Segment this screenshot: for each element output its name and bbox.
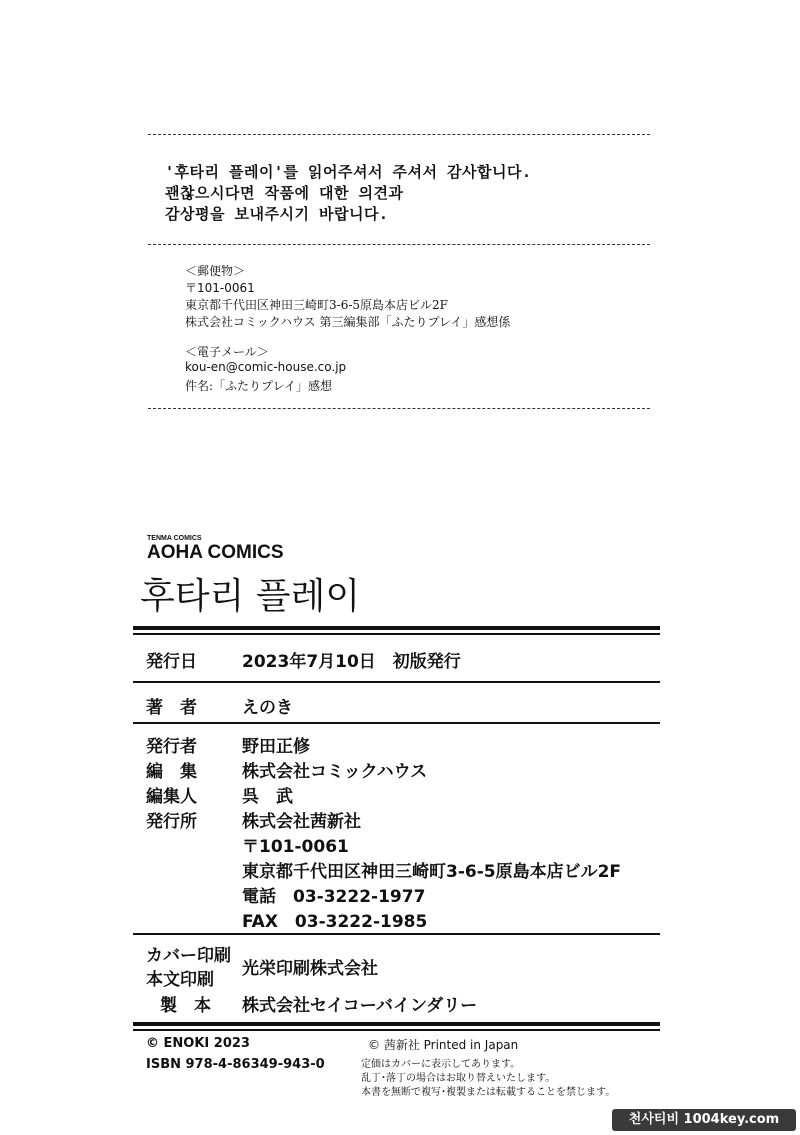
message-line-1: '후타리 플레이'를 읽어주셔서 주셔서 감사합니다. bbox=[165, 163, 532, 181]
print-value: 光栄印刷株式会社 bbox=[242, 959, 378, 979]
divider-top bbox=[148, 134, 650, 135]
colophon-rule-top-thin bbox=[133, 633, 660, 635]
editor-value: 呉 武 bbox=[242, 787, 293, 807]
author-label: 著 者 bbox=[146, 698, 197, 718]
edit-label: 編 集 bbox=[146, 762, 197, 782]
office-postal: 〒101-0061 bbox=[242, 837, 349, 857]
mail-address: 東京都千代田区神田三崎町3-6-5原島本店ビル2F bbox=[185, 298, 448, 312]
edit-value: 株式会社コミックハウス bbox=[242, 762, 428, 782]
email-address: kou-en@comic-house.co.jp bbox=[185, 360, 347, 374]
mail-heading: ＜郵便物＞ bbox=[185, 264, 246, 278]
colophon-rule-top bbox=[133, 626, 660, 630]
office-address: 東京都千代田区神田三崎町3-6-5原島本店ビル2F bbox=[242, 862, 622, 882]
copyright: © ENOKI 2023 bbox=[146, 1036, 250, 1051]
editor-label: 編集人 bbox=[146, 787, 197, 807]
date-value: 2023年7月10日 初版発行 bbox=[242, 652, 461, 672]
text-print-label: 本文印刷 bbox=[146, 970, 214, 990]
note-copyright: 本書を無断で複写･複製または転載することを禁じます。 bbox=[361, 1087, 616, 1098]
date-label: 発行日 bbox=[146, 652, 197, 672]
publisher-copyright: © 茜新社 Printed in Japan bbox=[368, 1038, 519, 1052]
publisher-person-value: 野田正修 bbox=[242, 737, 310, 757]
divider-bottom bbox=[148, 408, 650, 409]
note-replace: 乱丁･落丁の場合はお取り替えいたします。 bbox=[361, 1073, 556, 1084]
divider-middle bbox=[148, 244, 650, 245]
binding-label: 製 本 bbox=[160, 996, 211, 1016]
message-line-3: 감상평을 보내주시기 바랍니다. bbox=[165, 205, 389, 223]
imprint-logo: AOHA COMICS bbox=[147, 542, 284, 563]
office-label: 発行所 bbox=[146, 812, 197, 832]
office-value: 株式会社茜新社 bbox=[242, 812, 361, 832]
office-fax: FAX 03-3222-1985 bbox=[242, 912, 428, 932]
cover-print-label: カバー印刷 bbox=[146, 946, 231, 966]
binding-value: 株式会社セイコーバインダリー bbox=[242, 996, 478, 1016]
colophon-rule-3 bbox=[133, 933, 660, 935]
colophon-rule-1 bbox=[133, 681, 660, 683]
book-title: 후타리 플레이 bbox=[140, 576, 361, 617]
email-heading: ＜電子メール＞ bbox=[185, 345, 269, 359]
message-line-2: 괜찮으시다면 작품에 대한 의견과 bbox=[165, 184, 404, 202]
colophon-rule-bottom bbox=[133, 1022, 660, 1026]
site-watermark: 천사티비 1004key.com bbox=[612, 1109, 796, 1131]
office-tel: 電話 03-3222-1977 bbox=[242, 887, 426, 907]
note-price: 定価はカバーに表示してあります。 bbox=[361, 1059, 521, 1070]
isbn: ISBN 978-4-86349-943-0 bbox=[146, 1057, 325, 1072]
author-value: えのき bbox=[242, 698, 293, 718]
colophon-rule-2 bbox=[133, 722, 660, 724]
mail-dept: 株式会社コミックハウス 第三編集部「ふたりプレイ」感想係 bbox=[185, 315, 511, 329]
publisher-person-label: 発行者 bbox=[146, 737, 197, 757]
email-subject: 件名:「ふたりプレイ」感想 bbox=[185, 379, 332, 393]
imprint-small: TENMA COMICS bbox=[147, 535, 202, 542]
colophon-rule-bottom-thin bbox=[133, 1029, 660, 1031]
mail-postal: 〒101-0061 bbox=[185, 281, 255, 295]
